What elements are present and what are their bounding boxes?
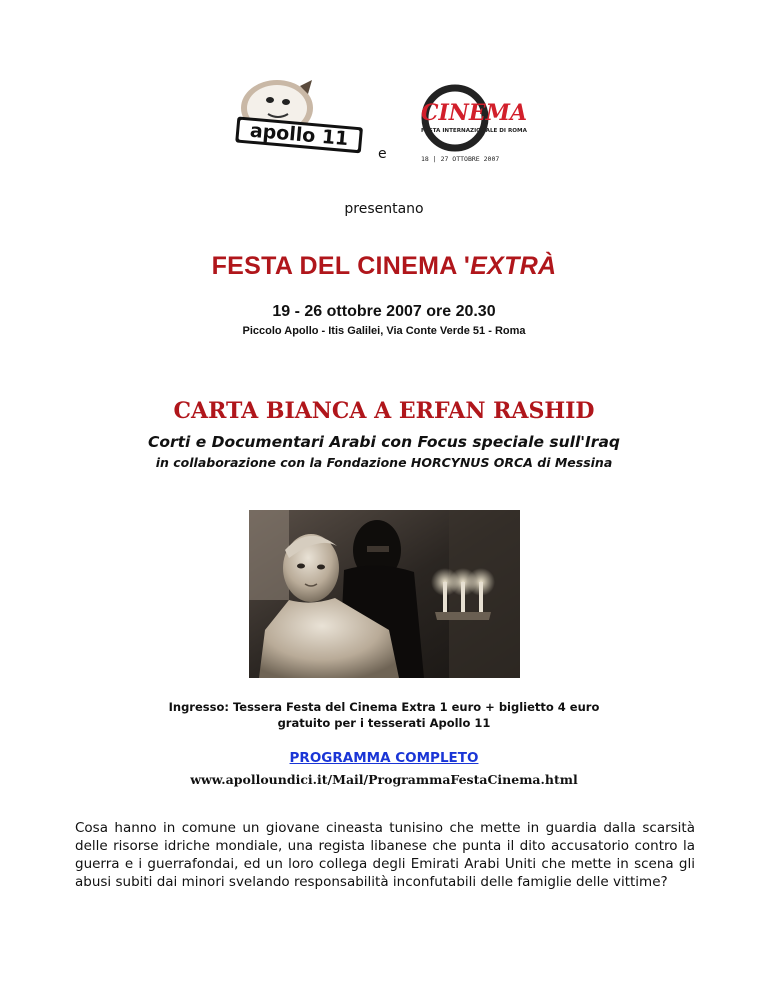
programma-completo-link[interactable]: PROGRAMMA COMPLETO <box>289 750 479 766</box>
cinema-logo-brand: CINEMA <box>421 100 528 126</box>
film-still-photo <box>249 510 520 678</box>
logo-conjunction: e <box>378 146 387 162</box>
programma-url: www.apolloundici.it/Mail/ProgrammaFestaCinema.html <box>190 772 578 787</box>
cinema-logo-subtitle: FESTA INTERNAZIONALE DI ROMA <box>421 128 527 134</box>
apollo-11-logo <box>232 78 367 160</box>
festa-title-main: FESTA DEL CINEMA ' <box>211 252 471 280</box>
festa-dates: 19 - 26 ottobre 2007 ore 20.30 <box>272 303 496 320</box>
festa-title-italic: EXTRÀ <box>470 252 557 280</box>
ingresso-line-1: Ingresso: Tessera Festa del Cinema Extra 1 euro + biglietto 4 euro <box>168 700 600 714</box>
ingresso-info <box>0 699 768 731</box>
apollo-logo-text: apollo 11 <box>249 119 350 151</box>
festa-title <box>0 252 768 281</box>
collaboration-line: in collaborazione con la Fondazione HORCYNUS ORCA di Messina <box>155 455 613 470</box>
presentano-text: presentano <box>344 201 424 217</box>
body-paragraph: Cosa hanno in comune un giovane cineasta tunisino che mette in guardia dalla scarsità delle risorse idriche mondiale, una regista libanese che punta il dito accusatorio contro la guerra e i guerrafondai, ed un loro collega degli Emirati Arabi Uniti che mette in scena gli abusi subiti dai minori svelando responsabilità inconfutabili delle famiglie delle vittime? <box>75 820 695 890</box>
cinema-logo-dates: 18 | 27 OTTOBRE 2007 <box>421 155 500 163</box>
programma-section <box>0 750 768 766</box>
cinema-festa-logo <box>415 84 540 164</box>
carta-bianca-title: CARTA BIANCA A ERFAN RASHID <box>173 398 595 424</box>
ingresso-line-2: gratuito per i tesserati Apollo 11 <box>277 716 491 730</box>
festa-venue: Piccolo Apollo - Itis Galilei, Via Conte Verde 51 - Roma <box>242 325 526 337</box>
carta-subtitle: Corti e Documentari Arabi con Focus speciale sull'Iraq <box>147 433 621 451</box>
